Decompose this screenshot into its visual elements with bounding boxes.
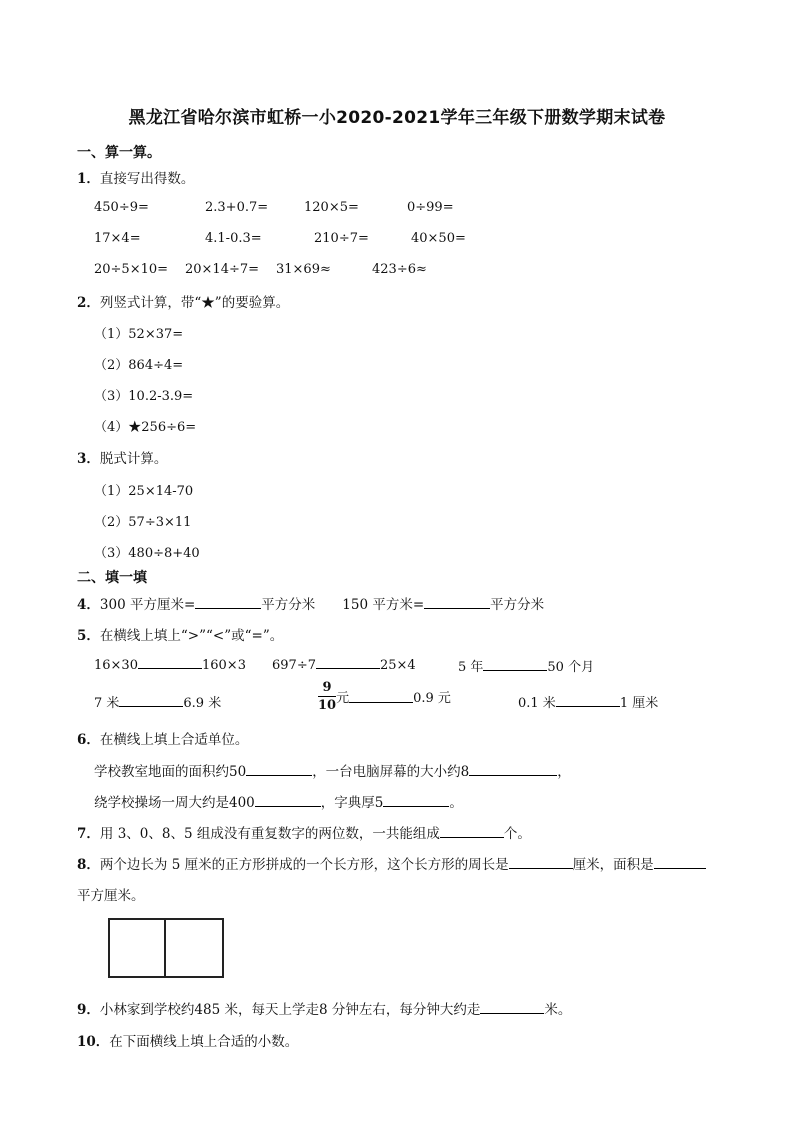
question-number: 5． <box>77 628 100 644</box>
answer-blank[interactable] <box>509 856 573 869</box>
list-item: （4）★256÷6= <box>94 420 197 435</box>
fill-line: 学校教室地面的面积约50 ，一台电脑屏幕的大小约8 ， <box>94 764 571 780</box>
question-text: 小林家到学校约485 米，每天上学走8 分钟左右，每分钟大约走 <box>99 1002 481 1018</box>
question-text: 列竖式计算，带“★”的要验算。 <box>99 295 290 311</box>
answer-blank[interactable] <box>195 596 261 609</box>
calc-item: 20×14÷7= <box>185 262 260 277</box>
compare-item: 7 米 6.9 米 <box>94 696 222 711</box>
answer-blank[interactable] <box>255 794 321 807</box>
answer-blank[interactable] <box>440 825 504 838</box>
section-heading-2: 二、填一填 <box>77 570 147 586</box>
fill-line: 绕学校操场一周大约是400 ，字典厚5 。 <box>94 795 463 811</box>
question-5 <box>77 624 283 644</box>
calc-item: 450÷9= <box>94 200 149 215</box>
compare-item: 5 年 50 个月 <box>458 660 595 675</box>
list-item: （2）864÷4= <box>94 358 184 373</box>
list-item: （2）57÷3×11 <box>94 515 192 530</box>
list-item: （1）52×37= <box>94 327 184 342</box>
question-text: 在横线上填上“>”“<”或“=”。 <box>99 628 284 644</box>
question-number: 3． <box>77 451 100 467</box>
answer-blank[interactable] <box>316 656 380 669</box>
question-number: 1． <box>77 171 100 187</box>
compare-item: 697÷7 25×4 <box>272 658 416 673</box>
question-2 <box>77 291 289 311</box>
calc-item: 31×69≈ <box>276 262 331 277</box>
question-number: 2． <box>77 295 100 311</box>
question-6 <box>77 728 248 748</box>
list-item: （3）10.2-3.9= <box>94 389 194 404</box>
question-text: 脱式计算。 <box>99 451 168 467</box>
calc-item: 4.1-0.3= <box>205 231 262 246</box>
answer-blank[interactable] <box>246 763 312 776</box>
calc-item: 0÷99= <box>407 200 454 215</box>
question-number: 6． <box>77 732 100 748</box>
question-number: 4． <box>77 597 100 613</box>
fraction: $\frac{9}{10}$ <box>318 680 337 713</box>
page-title: 黑龙江省哈尔滨市虹桥一小2020-2021学年三年级下册数学期末试卷 <box>128 108 666 128</box>
question-text: 用 3、0、8、5 组成没有重复数字的两位数，一共能组成 <box>99 826 440 842</box>
question-7: 7．用 3、0、8、5 组成没有重复数字的两位数，一共能组成 个。 <box>77 826 531 842</box>
question-number: 10． <box>77 1034 110 1050</box>
question-10 <box>77 1030 298 1050</box>
question-text: 直接写出得数。 <box>99 171 195 187</box>
square-figure-right <box>164 918 224 978</box>
compare-item: 16×30 160×3 <box>94 658 246 673</box>
calc-item: 210÷7= <box>314 231 369 246</box>
compare-item: $\frac{9}{10}$ 元 0.9 元 <box>318 680 451 713</box>
question-text: 在下面横线上填上合适的小数。 <box>109 1034 299 1050</box>
calc-item: 17×4= <box>94 231 141 246</box>
square-figure-left <box>108 918 166 978</box>
question-9: 9．小林家到学校约485 米，每天上学走8 分钟左右，每分钟大约走 米。 <box>77 1002 572 1018</box>
unit-text: 平方分米 <box>490 597 545 613</box>
question-text: 150 平方米= <box>342 597 425 613</box>
question-text: 300 平方厘米= <box>99 597 196 613</box>
answer-blank[interactable] <box>424 596 490 609</box>
compare-item: 0.1 米 1 厘米 <box>518 696 659 711</box>
answer-blank[interactable] <box>483 658 547 671</box>
unit-text: 平方分米 <box>261 597 316 613</box>
question-8-continued: 平方厘米。 <box>77 888 145 904</box>
answer-blank[interactable] <box>119 694 183 707</box>
answer-blank[interactable] <box>556 694 620 707</box>
question-text: 两个边长为 5 厘米的正方形拼成的一个长方形，这个长方形的周长是 <box>99 857 509 873</box>
answer-blank[interactable] <box>480 1001 544 1014</box>
question-4 <box>77 593 544 613</box>
answer-blank[interactable] <box>349 690 413 703</box>
calc-item: 2.3+0.7= <box>205 200 269 215</box>
question-1 <box>77 167 194 187</box>
question-text: 在横线上填上合适单位。 <box>99 732 249 748</box>
question-3 <box>77 447 167 467</box>
question-number: 9． <box>77 1002 100 1018</box>
calc-item: 40×50= <box>411 231 466 246</box>
section-heading-1: 一、算一算。 <box>77 145 161 161</box>
answer-blank[interactable] <box>654 856 706 869</box>
list-item: （3）480÷8+40 <box>94 546 200 561</box>
question-number: 7． <box>77 826 100 842</box>
answer-blank[interactable] <box>383 794 449 807</box>
calc-item: 20÷5×10= <box>94 262 169 277</box>
question-number: 8． <box>77 857 100 873</box>
list-item: （1）25×14-70 <box>94 484 194 499</box>
calc-item: 120×5= <box>304 200 359 215</box>
answer-blank[interactable] <box>138 656 202 669</box>
calc-item: 423÷6≈ <box>372 262 427 277</box>
question-8: 8．两个边长为 5 厘米的正方形拼成的一个长方形，这个长方形的周长是 厘米，面积是 <box>77 853 706 873</box>
answer-blank[interactable] <box>469 763 557 776</box>
